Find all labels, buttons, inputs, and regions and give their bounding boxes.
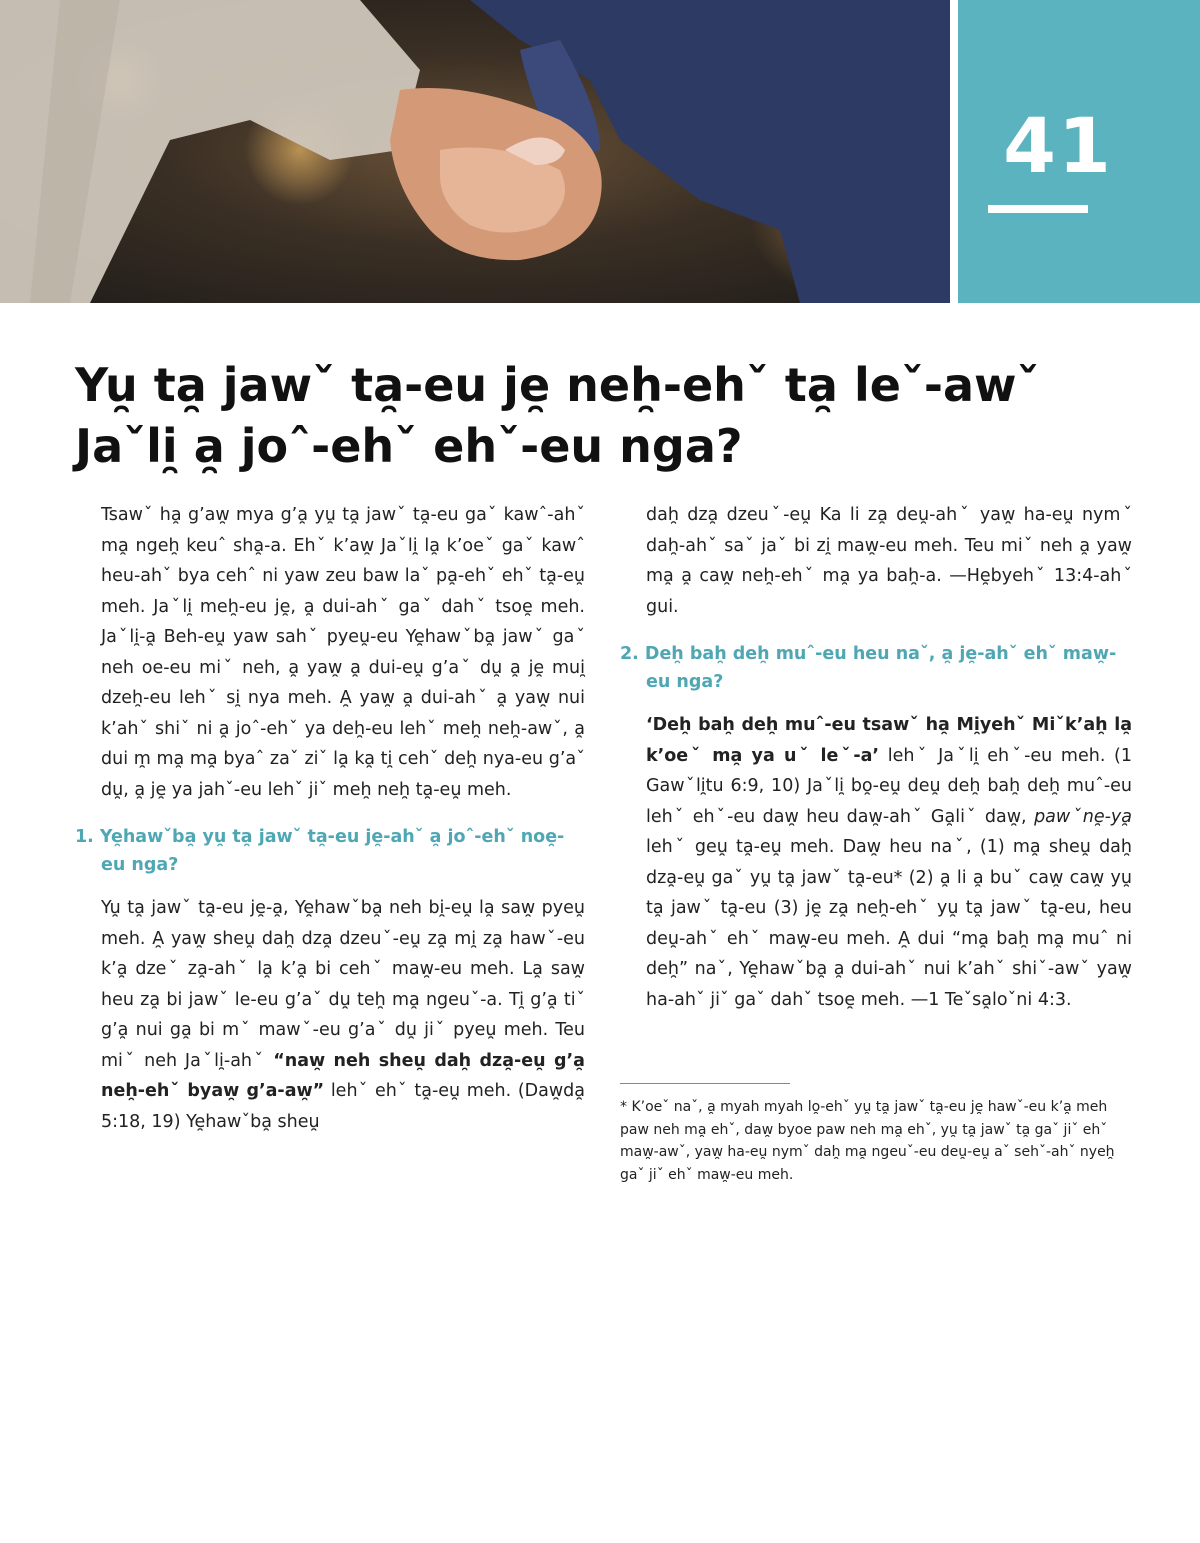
left-column (75, 500, 585, 1137)
answer-2-text-b: lehˇ geu̯ ta̯-eu̯ meh. Daw̯ heu naˇ, (1) ma̯ sheu̯ dah̯ dza̯-eu̯ gaˇ yu̯ ta̯ jawˇ ta̯-eu* (2) a̯ li a̯ buˇ caw̯ caw̯ yu̯ ta̯ jawˇ ta̯-eu (3) je̯ za̯ neh̯-ehˇ yu̯ ta̯ jawˇ ta̯-eu, heu deu̯-ahˇ ehˇ maw̯-eu meh. A̯ dui “ma̯ bah̯ ma̯ muˆ ni deh̯” naˇ, Ye̯hawˇba̯ a̯ dui-ahˇ nui k’ahˇ shiˇ-awˇ yaw̯ ha-ahˇ jiˇ gaˇ dahˇ tsoe̯ meh. —1 Teˇsa̯loˇni 4:3. (646, 837, 1132, 1010)
question-2: 2. Deh̯ bah̯ deh̯ muˆ-eu heu naˇ, a̯ je̯-ahˇ ehˇ maw̯-eu nga? (620, 644, 1117, 692)
page-title: Yu̯ ta̯ jawˇ ta̯-eu je̯ neh̯-ehˇ ta̯ leˇ-awˇ Jaˇli̯ a̯ joˆ-ehˇ ehˇ-eu nga? (75, 358, 1040, 473)
answer-2-quote: ‘Deh̯ bah̯ deh̯ muˆ-eu tsawˇ ha̯ Mi̯yehˇ Miˇk’ah̯ la̯ k’oeˇ ma̯ ya uˇ leˇ-a’ (646, 715, 1132, 766)
hero-photo (0, 0, 950, 303)
intro-paragraph: Tsawˇ ha̯ g’aw̯ mya g’a̯ yu̯ ta̯ jawˇ ta̯-eu gaˇ kawˆ-ahˇ ma̯ ngeh̯ keuˆ sha̯-a. Ehˇ k’aw̯ Jaˇli̯ la̯ k’oeˇ gaˇ kawˆ heu-ahˇ bya cehˆ ni yaw zeu baw laˇ pa̯-ehˇ ehˇ ta̯-eu̯ meh. Jaˇli̯ meh̯-eu je̯, a̯ dui-ahˇ gaˇ dahˇ tsoe̯ meh. Jaˇli̯-a̯ Beh-eu̯ yaw sahˇ pyeu̯-eu Ye̯hawˇba̯ jawˇ gaˇ neh oe-eu miˇ neh, a̯ yaw̯ a̯ dui-eu̯ g’aˇ du̯ a̯ je̯ mui̯ dzeh̯-eu lehˇ si̯ nya meh. A̯ yaw̯ a̯ dui-ahˇ a̯ yaw̯ nui k’ahˇ shiˇ ni a̯ joˆ-ehˇ ya deh̯-eu lehˇ meh̯ neh̯-awˇ, a̯ dui m̯ ma̯ ma̯ byaˆ zaˇ ziˇ la̯ ka̯ ti̯ cehˇ deh̯ nya-eu g’aˇ du̯, a̯ je̯ ya jahˇ-eu lehˇ jiˇ meh̯ neh̯ ta̯-eu̯ meh. (101, 505, 585, 800)
right-column (620, 500, 1132, 1015)
footnote-divider (620, 1083, 790, 1084)
answer-2-text-a: lehˇ Jaˇli̯ ehˇ-eu meh. (1 Gawˇli̯tu 6:9, 10) Jaˇli̯ bo̯-eu̯ deu̯ deh̯ bah̯ deh̯ muˆ-eu lehˇ ehˇ-eu daw̯ heu daw̯-ahˇ Ga̯liˇ daw̯, (646, 745, 1132, 827)
holding-hands-illustration (0, 0, 950, 303)
answer-1-text-a: Yu̯ ta̯ jawˇ ta̯-eu je̯-a̯, Ye̯hawˇba̯ neh bi̯-eu̯ la̯ saw̯ pyeu̯ meh. A̯ yaw̯ sheu̯ dah̯ dza̯ dzeuˇ-eu̯ za̯ mi̯ za̯ hawˇ-eu k’a̯ dzeˇ za̯-ahˇ la̯ k’a̯ bi cehˇ maw̯-eu meh. La̯ saw̯ heu za̯ bi jawˇ le-eu g’aˇ du̯ teh̯ ma̯ ngeuˇ-a. Ti̯ g’a̯ tiˇ g’a̯ nui ga̯ bi mˇ mawˇ-eu g’aˇ du̯ jiˇ pyeu̯ meh. Teu miˇ neh Jaˇli̯-ahˇ (101, 898, 585, 1071)
footnote: * K’oeˇ naˇ, a̯ myah myah lo̯-ehˇ yu̯ ta̯ jawˇ ta̯-eu je̯ hawˇ-eu k’a̯ meh paw neh ma̯ ehˇ, daw̯ byoe paw neh ma̯ ehˇ, yu̯ ta̯ jawˇ ta̯ gaˇ jiˇ ehˇ maw̯-awˇ, yaw̯ ha-eu̯ nymˇ dah̯ ma̯ ngeuˇ-eu deu̯-eu̯ aˇ sehˇ-ahˇ nyeh̯ gaˇ jiˇ ehˇ maw̯-eu meh. (620, 1099, 1115, 1183)
chapter-number-underline (988, 205, 1088, 213)
answer-1-paragraph (101, 893, 585, 1137)
answer-1-continued: dah̯ dza̯ dzeuˇ-eu̯ Ka li za̯ deu̯-ahˇ yaw̯ ha-eu̯ nymˇ dah̯-ahˇ saˇ jaˇ bi zi̯ maw̯-eu meh. Teu miˇ neh a̯ yaw̯ ma̯ a̯ caw̯ neh̯-ehˇ ma̯ ya bah̯-a. —He̯byehˇ 13:4-ahˇ gui. (646, 505, 1132, 617)
answer-1-text-b: lehˇ ehˇ ta̯-eu̯ meh. (Daw̯da̯ 5:18, 19) Ye̯hawˇba̯ sheu̯ (101, 1081, 585, 1132)
answer-2-term: pawˇne̯-ya̯ (1034, 806, 1132, 827)
answer-2-paragraph (646, 710, 1132, 1015)
chapter-number: 41 (1003, 101, 1113, 190)
answer-1-quote: “naw̯ neh sheu̯ dah̯ dza̯-eu̯ g’a̯ neh̯-ehˇ byaw̯ g’a-aw̯” (101, 1050, 585, 1101)
question-1: 1. Ye̯hawˇba̯ yu̯ ta̯ jawˇ ta̯-eu je̯-ahˇ a̯ joˆ-ehˇ noe̯-eu nga? (75, 827, 565, 875)
chapter-number-box (958, 0, 1200, 303)
